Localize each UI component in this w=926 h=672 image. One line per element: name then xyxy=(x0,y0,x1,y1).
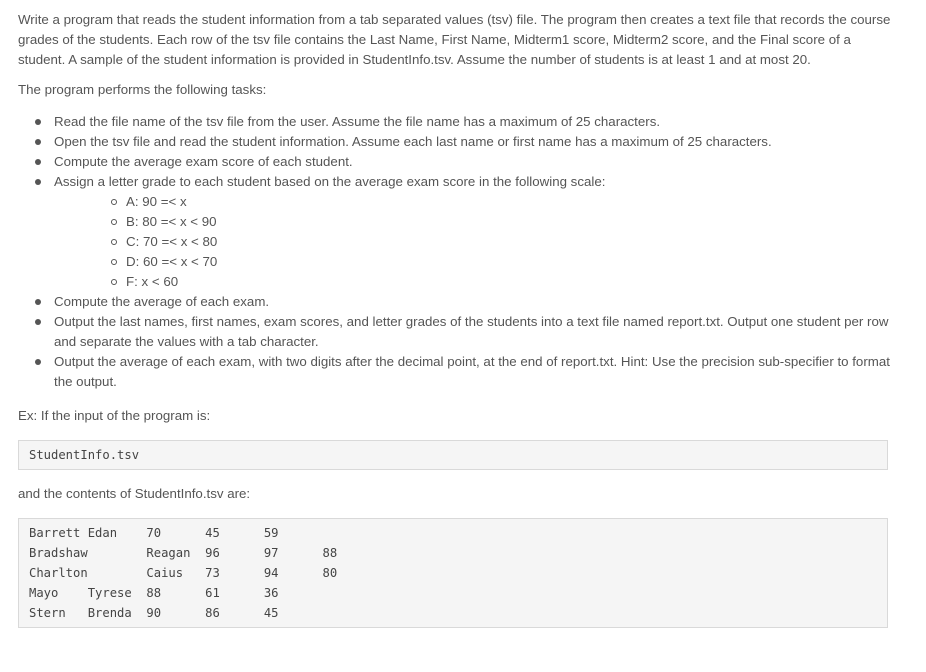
task-item xyxy=(18,112,908,132)
task-text: Output the average of each exam, with two digits after the decimal point, at the end of report.txt. Hint: Use the precision sub-specifier to format the output. xyxy=(54,354,890,389)
circle-bullet-icon xyxy=(111,199,117,205)
circle-bullet-icon xyxy=(111,259,117,265)
bullet-icon xyxy=(35,359,41,365)
task-item xyxy=(18,152,908,172)
task-text: Open the tsv file and read the student information. Assume each last name or first name has a maximum of 25 characters. xyxy=(54,134,772,149)
tsv-row: Mayo Tyrese 88 61 36 xyxy=(29,586,279,600)
task-item xyxy=(18,132,908,152)
task-text: Compute the average of each exam. xyxy=(54,294,270,309)
grade-scale-item xyxy=(54,252,908,272)
grade-scale-list xyxy=(54,192,908,292)
example-label: Ex: If the input of the program is: xyxy=(18,408,211,423)
tsv-row: Barrett Edan 70 45 59 xyxy=(29,526,279,540)
task-text: Assign a letter grade to each student based on the average exam score in the following scale: xyxy=(54,174,606,189)
grade-scale-item xyxy=(54,192,908,212)
example-input-box xyxy=(18,440,888,470)
bullet-icon xyxy=(35,299,41,305)
intro-paragraph: Write a program that reads the student information from a tab separated values (tsv) file. The program then creates a text file that records the course grades of the students. Each row of the tsv file contains the Last Name, First Name, Midterm1 score, Midterm2 score, and the Final score of a student. A sample of the student information is provided in StudentInfo.tsv. Assume the number of students is at least 1 and at most 20. xyxy=(18,12,891,67)
bullet-icon xyxy=(35,139,41,145)
bullet-icon xyxy=(35,319,41,325)
circle-bullet-icon xyxy=(111,279,117,285)
example-input-text: StudentInfo.tsv xyxy=(29,448,140,462)
grade-scale-item xyxy=(54,232,908,252)
task-text: Compute the average exam score of each student. xyxy=(54,154,353,169)
task-item xyxy=(18,312,908,352)
grade-scale-item xyxy=(54,212,908,232)
grade-scale-text: F: x < 60 xyxy=(126,274,179,289)
task-text: Output the last names, first names, exam scores, and letter grades of the students into a text file named report.txt. Output one student per row and separate the values with a tab character. xyxy=(54,314,889,349)
grade-scale-text: D: 60 =< x < 70 xyxy=(126,254,218,269)
task-text: Read the file name of the tsv file from the user. Assume the file name has a maximum of 25 characters. xyxy=(54,114,661,129)
task-item xyxy=(18,292,908,312)
grade-scale-text: C: 70 =< x < 80 xyxy=(126,234,218,249)
bullet-icon xyxy=(35,179,41,185)
tsv-row: Bradshaw Reagan 96 97 88 xyxy=(29,546,338,560)
task-list xyxy=(18,112,908,392)
tsv-contents-box xyxy=(18,518,888,628)
contents-label: and the contents of StudentInfo.tsv are: xyxy=(18,486,251,501)
grade-scale-item xyxy=(54,272,908,292)
tasks-heading: The program performs the following tasks: xyxy=(18,82,267,97)
grade-scale-text: B: 80 =< x < 90 xyxy=(126,214,217,229)
bullet-icon xyxy=(35,159,41,165)
task-item xyxy=(18,352,908,392)
bullet-icon xyxy=(35,119,41,125)
grade-scale-text: A: 90 =< x xyxy=(126,194,187,209)
circle-bullet-icon xyxy=(111,239,117,245)
circle-bullet-icon xyxy=(111,219,117,225)
tsv-row: Stern Brenda 90 86 45 xyxy=(29,606,279,620)
task-item xyxy=(18,172,908,292)
tsv-row: Charlton Caius 73 94 80 xyxy=(29,566,338,580)
